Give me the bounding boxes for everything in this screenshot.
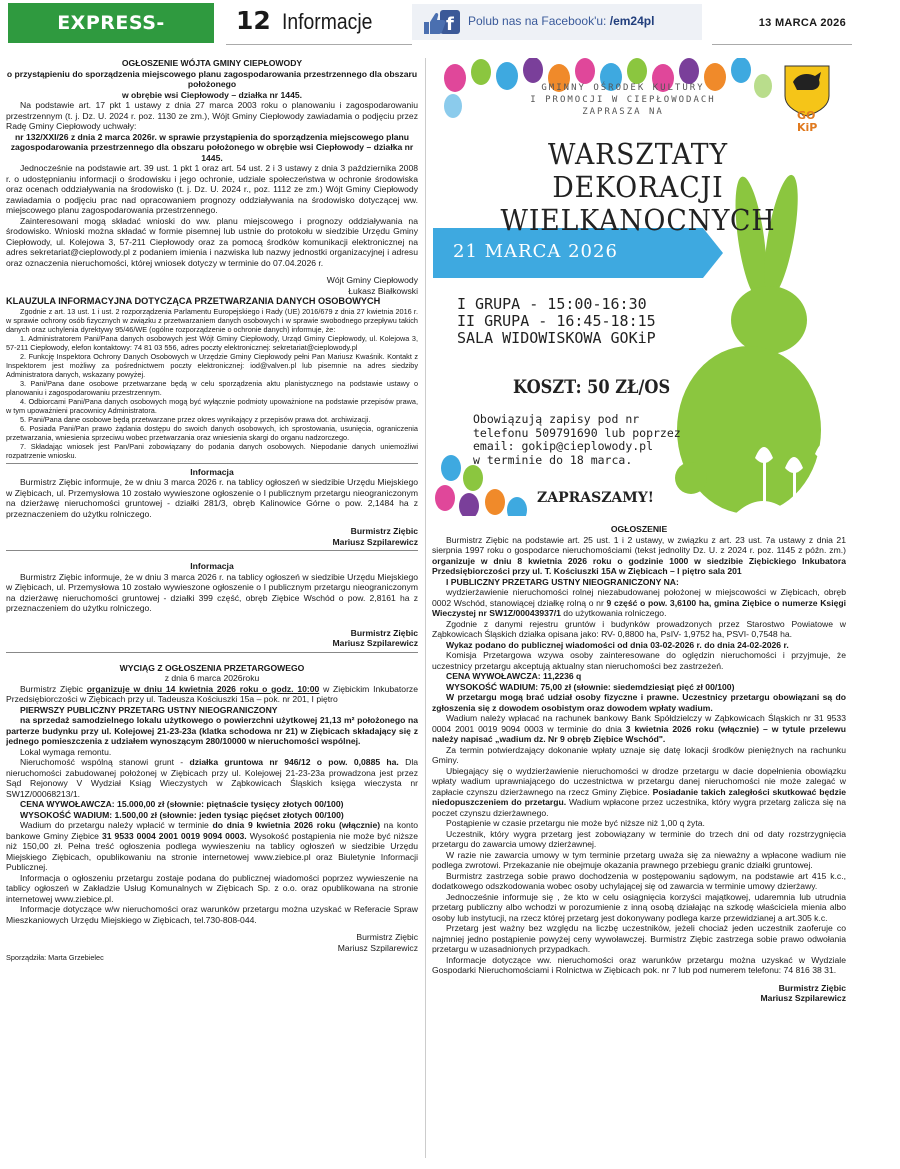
- facebook-banner[interactable]: [412, 4, 702, 40]
- signature: Burmistrz Ziębic: [356, 932, 418, 942]
- notice-paragraph: Postąpienie w czasie przetargu nie może być niższe niż 1,00 q żyta.: [446, 818, 705, 828]
- poster-cost: KOSZT: 50 ZŁ/OS: [513, 376, 671, 398]
- signature: Burmistrz Ziębic: [350, 526, 418, 536]
- notice-price: CENA WYWOŁAWCZA: 11,2236 q: [446, 671, 582, 681]
- notice-paragraph: Informacje dotyczące ww. nieruchomości oraz warunków przetargu można uzyskać w Wydziale Gospodarki Nieruchomościami i Rolnictwa w Ziębicach pok. nr 7 lub pod numerem telefonu: 74 816 38 31.: [432, 954, 846, 975]
- notice-paragraph: Komisja Przetargowa wzywa osoby zainteresowane do oględzin nieruchomości i przyjmuje, że uczestnicy przetargu akceptują aktualny stan nieruchomości bez zastrzeżeń.: [432, 650, 846, 671]
- rodo-item: 1. Administratorem Pani/Pana danych osobowych jest Wójt Gminy Ciepłowody, Urząd Gminy Ciepłowody, ul. Kolejowa 3, 57-211 Ciepłowody, elefon kontaktowy: 74 81 03 556, adres poczty elektronicznej: sekretariat@cieplowody.pl: [6, 333, 418, 352]
- text-run: w Ziębickim Inkubatorze Przedsiębiorczości w Ziębicach przy ul. Tadeusza Kościuszki 15a – pok. nr 201, I piętro: [6, 683, 418, 704]
- extract-price: CENA WYWOŁAWCZA: 15.000,00 zł (słownie: piętnaście tysięcy złotych 00/100): [20, 799, 344, 809]
- spacer: [6, 925, 418, 932]
- gokip-logo-text: GO: [797, 109, 816, 122]
- facebook-like-icon: [422, 8, 462, 36]
- text-run: Burmistrz Ziębic: [20, 683, 87, 694]
- schedule-group-1: I GRUPA - 15:00-16:30: [457, 295, 647, 313]
- text-run: Wadium wpłacone przez uczestnika, który wygra przetarg zalicza się na poczet czynszu dzierżawnego.: [432, 797, 846, 818]
- easter-workshop-poster: [433, 58, 847, 516]
- notice-paragraph: Uczestnik, który wygra przetarg jest zobowiązany w terminie do trzech dni od daty rozstrzygnięcia przetargu do zawarcia umowy dzierżawnej.: [432, 828, 846, 849]
- text-run-bold: 3 kwietnia 2026 roku (włącznie) – w tytule przelewu należy napisać „wadium dz. Nr 9 obręb Ziębice Wschód".: [432, 723, 846, 744]
- signature-name: Mariusz Szpilarewicz: [332, 536, 418, 547]
- poster-invite: ZAPRASZAMY!: [537, 490, 654, 506]
- extract-paragraph: Lokal wymaga remontu.: [20, 746, 112, 757]
- text-run: Wysokość postąpienia nie może być niższe niż 150,00 zł. Pełna treść ogłoszenia podlega wywieszeniu na tablicy ogłoszeń w siedzibie Urzędu Miejskiego Ziębicach, opublikowaniu na stronie internetowej www.ziebice.pl oraz Biuletynie Informacji Publicznej.: [6, 830, 418, 872]
- poster-title-line: WIELKANOCNYCH: [500, 203, 776, 237]
- poster-schedule: [457, 296, 656, 347]
- notice-title: OGŁOSZENIE WÓJTA GMINY CIEPŁOWODY: [121, 58, 303, 68]
- signature-name: Łukasz Białkowski: [348, 285, 418, 296]
- rodo-item: 7. Składając wniosek jest Pan/Pani zobowiązany do podania danych osobowych. Niepodanie danych uniemożliwi rozpatrzenie wniosku.: [6, 441, 418, 460]
- right-column: [432, 524, 846, 1164]
- notice-paragraph: Jednocześnie informuje się , że kto w celu osiągnięcia korzyści majątkowej, udaremnia lub utrudnia przetarg publiczny albo wchodzi w porozumienie z inną osobą działając na szkodę właściciela mienia albo osoby lub instytucji, na rzecz której przetarg jest dokonywany podlega karze przewidzianej a art.305 k.c.: [432, 891, 846, 923]
- info-text: Burmistrz Ziębic informuje, że w dniu 3 marca 2026 r. na tablicy ogłoszeń w siedzibie Urzędu Miejskiego w Ziębicach, ul. Przemysłowa 10 zostało wywieszone ogłoszenie o I publicznym przetargu nieograniczonym na dzierżawę nieruchomości gruntowej - działki 281/3, obręb Kalinowice Górne o pow. 2,1484 ha z przeznaczeniem do użytku rolniczego.: [6, 477, 418, 519]
- poster-title-line: WARSZTATY DEKORACJI: [547, 137, 729, 204]
- extract-subtitle: z dnia 6 marca 2026roku: [164, 673, 260, 683]
- notice-paragraph: [432, 587, 846, 619]
- poster-date: 21 MARCA 2026: [453, 241, 618, 262]
- schedule-group-2: II GRUPA - 16:45-18:15: [457, 312, 656, 330]
- signature-name: Mariusz Szpilarewicz: [332, 638, 418, 648]
- notice-paragraph: Jednocześnie na podstawie art. 39 ust. 1 pkt 1 oraz art. 54 ust. 2 i 3 ustawy z dnia 3 października 2008 r. o udostępnianiu informacji o środowisku i jego ochronie, udziale społeczeństwa w ochronie środowiska oraz ocenach oddziaływania na środowisko (t. j. Dz. U. 2024 r., poz. 1112 ze zm.) Wójt Gminy Ciepłowody zawiadamia o podjęciu prac nad opracowaniem prognozy oddziaływania na środowisko dotyczącej ww. miejscowego planu zagospodarowania przestrzennego.: [6, 163, 418, 215]
- text-run: Nieruchomość wspólną stanowi grunt -: [20, 757, 190, 767]
- header-divider: [226, 44, 412, 45]
- notice-resolution: nr 132/XXI/26 z dnia 2 marca 2026r. w sprawie przystąpienia do sporządzenia miejscowego planu zagospodarowania przestrzennego dla obszaru położonego w obrębie wsi Ciepłowody – działka nr 1445.: [10, 131, 414, 163]
- rodo-item: 2. Funkcję Inspektora Ochrony Danych Osobowych w Urzędzie Gminy Ciepłowody pełni Pan Mariusz Kwaśnik. Kontakt z Inspektorem jest możliwy za pośrednictwem poczty elektronicznej: iod@valven.pl lub pisemnie na adres siedziby Administratora danych, wskazany powyżej.: [6, 351, 418, 379]
- text-run-bold: organizuje w dniu 8 kwietnia 2026 roku o godzinie 1000 w siedzibie Ziębickiego Inkubatora Przedsiębiorczości przy ul. T. Kościuszki 15A w Ziębicach – I piętro sala 201: [432, 555, 846, 576]
- notice-subtitle: o przystąpieniu do sporządzenia miejscowego planu zagospodarowania przestrzennego dla obszaru położonego: [6, 68, 418, 89]
- rodo-item: 4. Odbiorcami Pani/Pana danych osobowych mogą być wyłącznie podmioty upoważnione na podstawie przepisów prawa, w tym upoważnieni pracownicy Administratora.: [6, 396, 418, 415]
- registration-line: w terminie do 18 marca.: [473, 452, 633, 467]
- notice-title: OGŁOSZENIE: [610, 524, 668, 534]
- spacer: [6, 519, 418, 526]
- notice-paragraph: Za termin potwierdzający dokonanie wpłaty uznaje się datę lokacji środków pieniężnych na rachunku Gminy.: [432, 744, 846, 765]
- issue-date: 13 MARCA 2026: [758, 17, 846, 29]
- facebook-label: Polub nas na Facebook'u:: [468, 14, 607, 28]
- registration-line: telefonu 509791690 lub poprzez: [473, 425, 681, 440]
- notice-paragraph: W przetargu mogą brać udział osoby fizyczne i prawne. Uczestnicy przetargu obowiązani są do zgłoszenia się z dowodem osobistym oraz dowodem wpłaty wadium.: [432, 692, 846, 713]
- text-run-bold: 9 część o pow. 3,6100 ha, gmina Ziębice o numerze Księgi Wieczystej nr SW1Z/00043937/1: [432, 597, 846, 618]
- notice-paragraph: Przetarg jest ważny bez względu na liczbę uczestników, jeżeli chociaż jeden uczestnik zaoferuje co najmniej jedno postąpienie powyżej ceny wywoławczej. Burmistrz Ziębic zastrzega sobie prawo odwołania przetargu w uzasadnionych przypadkach.: [432, 923, 846, 954]
- divider: [6, 652, 418, 653]
- registration-email: email: gokip@cieplowody.pl: [473, 439, 654, 453]
- page-number: 12: [236, 6, 271, 35]
- left-column: [6, 58, 418, 1163]
- facebook-text: [468, 14, 654, 28]
- poster-organizer: [493, 82, 753, 118]
- text-run: Ubiegający się o wydzierżawienie nieruchomości w drodze przetargu w dacie dopełnienia obowiązku wpłaty wadium uprawniającego do uczestnictwa w przetargu danej nieruchomości nie może zalegać w zapłacie czynszu dzierżawnego na rzecz Gminy Ziębice.: [432, 765, 846, 797]
- info-title: Informacja: [190, 561, 234, 571]
- organizer-line: GMINNY OŚRODEK KULTURY: [541, 83, 705, 93]
- notice-paragraph: Burmistrz zastrzega sobie prawo dochodzenia w postępowaniu sądowym, na podstawie art 415 k.c., dodatkowego odszkodowania wobec osoby uchylającej się od zawarcia w terminie umowy dzierżawy.: [432, 870, 846, 891]
- notice-deposit: WYSOKOŚĆ WADIUM: 75,00 zł (słownie: siedemdziesiąt pięć zł 00/100): [446, 681, 735, 692]
- text-run: Wadium do przetargu należy wpłacić w terminie: [20, 820, 213, 830]
- prepared-by: Sporządziła: Marta Grzebielec: [6, 953, 104, 962]
- notice-paragraph: [432, 766, 846, 819]
- text-run: na konto bankowe Gminy Ziębice: [6, 820, 418, 841]
- notice-paragraph: W razie nie zawarcia umowy w tym terminie przetarg uważa się za nieważny a wpłacone wadium nie podlega zwrotowi. Przekazanie nie obejmuje okazania prawnego przebiegu granic działki gruntowej.: [432, 849, 846, 870]
- spacer: [6, 614, 418, 628]
- poster-registration: [473, 413, 681, 467]
- text-run-bold: organizuje w dniu 14 kwietnia 2026 roku o godz. 10:00: [86, 683, 320, 694]
- rodo-intro: Zgodnie z art. 13 ust. 1 i ust. 2 rozporządzenia Parlamentu Europejskiego i Rady (UE) 2016/679 z dnia 27 kwietnia 2016 r. w sprawie ochrony osób fizycznych w związku z przetwarzaniem danych osobowych i w sprawie swobodnego przepływu takich danych oraz uchylenia dyrektywy 95/46/WE (ogólne rozporządzenie o ochronie danych) informuje, że:: [6, 306, 418, 334]
- divider: [6, 463, 418, 464]
- text-run: do użytkowania rolniczego.: [560, 608, 667, 618]
- organizer-line: I PROMOCJI W CIEPŁOWODACH: [530, 95, 716, 105]
- text-run-bold: Posiadanie takich zaległości skutkować będzie niedopuszczeniem do przetargu.: [432, 786, 846, 807]
- notice-paragraph: [432, 713, 846, 745]
- svg-text:f: f: [446, 14, 454, 35]
- text-run: Wadium należy wpłacać na rachunek bankowy Bank Spółdzielczy w Ząbkowicach Śląskich nr 31 9533 0004 2001 0019 9094 0003 w terminie do dnia: [432, 713, 846, 734]
- notice-paragraph: [432, 535, 846, 577]
- extract-paragraph: [6, 820, 418, 873]
- registration-line: Obowiązują zapisy pod nr: [473, 412, 640, 426]
- extract-title: WYCIĄG Z OGŁOSZENIA PRZETARGOWEGO: [119, 662, 305, 673]
- spacer: [6, 554, 418, 561]
- spacer: [6, 656, 418, 663]
- poster-title: [468, 138, 808, 237]
- divider: [6, 550, 418, 551]
- notice-paragraph: Zgodnie z danymi rejestru gruntów i budynków prowadzonych przez Starostwo Powiatowe w Ząbkowicach Śląskich działka opisana jako: RV- 0,8800 ha, PsIV- 1,9752 ha, PSVI- 0,7548 ha.: [432, 618, 846, 639]
- extract-paragraph: [6, 684, 418, 705]
- rodo-item: 6. Posiada Pani/Pan prawo żądania dostępu do swoich danych osobowych, ich sprostowania, usunięcia, ograniczenia przetwarzania, wniesienia sprzeciwu wobec przetwarzania oraz wniesienia skargi do organu nadzorczego.: [6, 423, 418, 442]
- signature-name: Mariusz Szpilarewicz: [760, 993, 846, 1003]
- extract-paragraph: Informacja o ogłoszeniu przetargu zostaje podana do publicznej wiadomości poprzez wywieszenie na tablicy ogłoszeń w Zakładzie Usług Komunalnych w Ziębicach Sp. z o.o. oraz opublikowana na stronie internetowej www.ziebice.pl.: [6, 872, 418, 904]
- text-run: wydzierżawienie nieruchomości rolnej niezabudowanej położonej w miejscowości w Ziębicach, obręb 0002 Wschód, stanowiącej działkę rolną o nr: [432, 587, 846, 608]
- facebook-handle[interactable]: /em24pl: [609, 14, 655, 28]
- notice-paragraph: Zainteresowani mogą składać wnioski do ww. planu miejscowego i prognozy oddziaływania na środowisko. Wnioski można składać w formie pisemnej lub ustnie do protokołu w siedzibie Urzędu Gminy Ciepłowody, ul. Kolejowa 3, 57-211 Ciepłowody oraz za pomocą środków komunikacji elektronicznej na adres sekretariat@cieplowody.pl z podaniem imienia i nazwiska lub nazwy jednostki organizacyjnej i adresu oraz oznaczenia nieruchomości, której wniosek dotyczy w terminie do 07.04.2026 r.: [6, 215, 418, 268]
- signature-name: Mariusz Szpilarewicz: [337, 942, 418, 953]
- extract-paragraph: Informacje dotyczące w/w nieruchomości oraz warunków przetargu można uzyskać w Referacie Spraw Mieszkaniowych Urzędu Miejskiego w Ziębicach, tel.730-808-044.: [6, 904, 418, 925]
- rodo-item: 3. Pani/Pana dane osobowe przetwarzane będą w celu sporządzenia aktu planistycznego na podstawie ustawy o planowaniu i zagospodarowaniu przestrzennym.: [6, 378, 418, 397]
- spacer: [432, 976, 846, 983]
- extract-paragraph: na sprzedaż samodzielnego lokalu użytkowego o powierzchni użytkowej 21,13 m² położonego na parterze budynku przy ul. Kolejowej 21-23-23a (klatka schodowa nr 21) w Ziębicach składający się z jednego pomieszczenia z udziałem wynoszącym 280/10000 w nieruchomości wspólnej.: [6, 715, 418, 746]
- schedule-hall: SALA WIDOWISKOWA GOKiP: [457, 329, 656, 347]
- text-run: Burmistrz Ziębic na podstawie art. 25 ust. 1 i 2 ustawy, w związku z art. 23 ust. 7a ustawy z dnia 21 sierpnia 1997 roku o gospodarce nieruchomościami (tekst jednolity Dz. U. z 2024 r. poz. 1145 z późn. zm.): [432, 534, 846, 555]
- column-divider: [425, 58, 426, 1158]
- extract-deposit: WYSOKOŚĆ WADIUM: 1.500,00 zł (słownie: jeden tysiąc pięćset złotych 00/100): [20, 809, 344, 820]
- extract-heading: PIERWSZY PUBLICZNY PRZETARG USTNY NIEOGRANICZONY: [20, 704, 278, 715]
- text-run-bold: do dnia 9 kwietnia 2026 roku (włącznie): [212, 820, 381, 830]
- text-run-bold: działka gruntowa nr 946/12 o pow. 0,0885 ha.: [189, 757, 399, 767]
- notice-paragraph: Na podstawie art. 17 pkt 1 ustawy z dnia 27 marca 2003 roku o planowaniu i zagospodarowaniu przestrzennym (t. j. Dz. U. 2024 r. poz. 1130 ze zm.), Wójt Gminy Ciepłowody zawiadamia o podjęciu przez Radę Gminy Ciepłowody uchwały:: [6, 100, 418, 131]
- info-title: Informacja: [190, 466, 234, 477]
- site-logo[interactable]: EXPRESS-MIEJSKI.PL: [8, 3, 214, 43]
- text-run-bold: 31 9533 0004 2001 0019 9094 0003.: [101, 830, 247, 841]
- signature: Wójt Gminy Ciepłowody: [326, 275, 418, 285]
- rodo-title: KLAUZULA INFORMACYJNA DOTYCZĄCA PRZETWARZANIA DANYCH OSOBOWYCH: [6, 296, 381, 306]
- organizer-line: ZAPRASZA NA: [582, 107, 664, 117]
- gokip-logo-text: KiP: [797, 121, 818, 134]
- info-text: Burmistrz Ziębic informuje, że w dniu 3 marca 2026 r. na tablicy ogłoszeń w siedzibie Urzędu Miejskiego w Ziębicach, ul. Przemysłowa 10 zostało wywieszone ogłoszenie o I publicznym przetargu nieograniczonym na dzierżawę nieruchomości gruntowej - działki 399 część, obręb Ziębice Wschód o pow. 2,8161 ha z przeznaczeniem do użytku rolniczego.: [6, 571, 418, 613]
- section-title: Informacje: [282, 9, 373, 34]
- notice-heading: I PUBLICZNY PRZETARG USTNY NIEOGRANICZONY NA:: [446, 576, 679, 587]
- notice-subtitle-2: w obrębie wsi Ciepłowody – działka nr 1445.: [121, 89, 303, 100]
- header-divider-right: [712, 44, 852, 45]
- signature: Burmistrz Ziębic: [778, 982, 846, 993]
- rodo-item: 5. Pani/Pana dane osobowe będą przetwarzane przez okres wynikający z przepisów prawa dot. archiwizacji.: [20, 414, 371, 424]
- signature: Burmistrz Ziębic: [350, 627, 418, 638]
- gokip-logo: [797, 110, 819, 134]
- notice-paragraph: Wykaz podano do publicznej wiadomości od dnia 03-02-2026 r. do dnia 24-02-2026 r.: [446, 639, 789, 650]
- text-run: Dla nieruchomości zabudowanej położonej w Ziębicach przy ul. Kolejowej 21-23-23a prowadzona jest przez Sąd Rejonowy V Wydział Ksiąg Wieczystych w Ząbkowicach Śląskich księga wieczysta nr SW1Z/00068213/1.: [6, 757, 418, 799]
- extract-paragraph: [6, 757, 418, 799]
- spacer: [6, 268, 418, 275]
